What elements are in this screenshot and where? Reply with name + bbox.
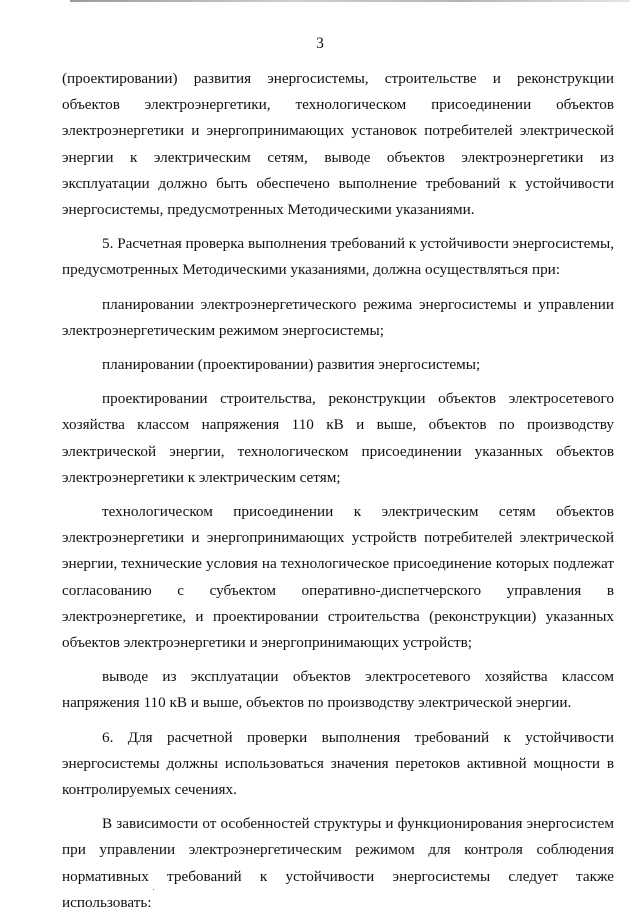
paragraph-item-5-planning-regime: планировании электроэнергетического режима энергосистемы и управлении электроэнергетическим режимом энергосистемы;: [62, 295, 614, 339]
paragraph-item-5-technological-connection: технологическом присоединении к электрическим сетям объектов электроэнергетики и энергопринимающих устройств потребителей электрической энергии, технические условия на технологическое присоединение которых подлежат согласованию с субъектом оперативно-диспетчерского управления в электроэнергетике, и проектировании строительства (реконструкции) указанных объектов электроэнергетики и энергопринимающих устройств;: [62, 503, 614, 652]
paragraph-item-6-dependency: В зависимости от особенностей структуры и функционирования энергосистем при управлении электроэнергетическим режимом для контроля соблюдения нормативных требований к устойчивости энергосистемы следует также использовать:: [62, 815, 614, 911]
paragraph-continuation: (проектировании) развития энергосистемы, строительстве и реконструкции объектов электроэнергетики, технологическом присоединении объектов электроэнергетики и энергопринимающих установок потребителей электрической энергии к электрическим сетям, выводе объектов электроэнергетики из эксплуатации должно быть обеспечено выполнение требований к устойчивости энергосистемы, предусмотренных Методическими указаниями.: [62, 70, 614, 219]
scan-top-edge: [70, 0, 630, 2]
paragraph-item-5-planning-development: планировании (проектировании) развития энергосистемы;: [102, 356, 481, 374]
paragraph-item-5-decommissioning: выводе из эксплуатации объектов электросетевого хозяйства классом напряжения 110 кВ и выше, объектов по производству электрической энергии.: [62, 668, 614, 712]
page-number: 3: [316, 35, 324, 52]
body-text: [62, 66, 614, 916]
paragraph-item-5: 5. Расчетная проверка выполнения требований к устойчивости энергосистемы, предусмотренных Методическими указаниями, должна осуществляться при:: [62, 235, 614, 279]
paragraph-item-5-design-construction: проектировании строительства, реконструкции объектов электросетевого хозяйства классом напряжения 110 кВ и выше, объектов по производству электрической энергии, технологическом присоединении указанных объектов электроэнергетики к электрическим сетям;: [62, 390, 614, 486]
scan-speck: [153, 889, 154, 890]
paragraph-item-6: 6. Для расчетной проверки выполнения требований к устойчивости энергосистемы должны использоваться значения перетоков активной мощности в контролируемых сечениях.: [62, 728, 614, 799]
